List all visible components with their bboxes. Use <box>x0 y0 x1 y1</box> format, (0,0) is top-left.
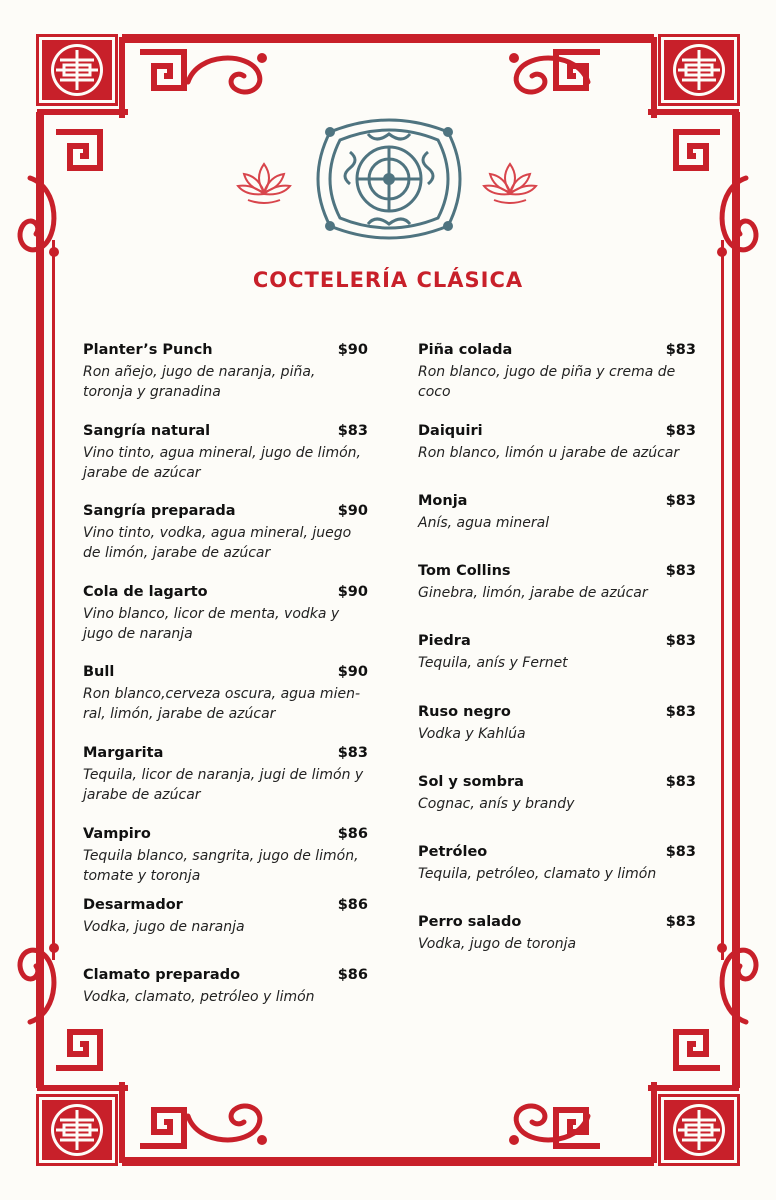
lotus-flower-icon <box>482 158 538 208</box>
menu-item <box>418 704 696 744</box>
item-name: Daiquiri <box>418 423 483 439</box>
corner-medallion-icon <box>36 34 118 106</box>
menu-item <box>83 897 368 937</box>
menu-item <box>83 503 368 563</box>
item-description: Cognac, anís y brandy <box>418 796 575 812</box>
lotus-flower-icon <box>236 158 292 208</box>
menu-item <box>418 493 696 533</box>
item-price: $83 <box>665 774 696 790</box>
menu-item <box>418 423 696 463</box>
menu-item <box>418 774 696 814</box>
item-price: $90 <box>337 503 368 519</box>
menu-item <box>418 342 696 402</box>
menu-item <box>83 826 368 886</box>
item-name: Monja <box>418 493 468 509</box>
item-price: $86 <box>337 967 368 983</box>
item-price: $90 <box>337 664 368 680</box>
item-name: Sol y sombra <box>418 774 524 790</box>
menu-item <box>418 844 696 884</box>
item-name: Piedra <box>418 633 471 649</box>
item-description: Ron blanco,cerveza oscura, agua mien-ral, limón, jarabe de azúcar <box>83 686 360 722</box>
item-name: Piña colada <box>418 342 513 358</box>
menu-item <box>418 914 696 954</box>
item-name: Sangría natural <box>83 423 211 439</box>
item-name: Tom Collins <box>418 563 511 579</box>
item-price: $86 <box>337 897 368 913</box>
item-description: Tequila, licor de naranja, jugi de limón y jarabe de azúcar <box>83 767 364 803</box>
item-name: Desarmador <box>83 897 183 913</box>
item-price: $83 <box>665 844 696 860</box>
item-price: $83 <box>665 423 696 439</box>
item-price: $90 <box>337 584 368 600</box>
item-price: $83 <box>337 423 368 439</box>
menu-item <box>83 342 368 402</box>
item-description: Ron blanco, limón u jarabe de azúcar <box>418 445 680 461</box>
item-name: Sangría preparada <box>83 503 236 519</box>
item-price: $86 <box>337 826 368 842</box>
item-description: Ron añejo, jugo de naranja, piña, toronja y granadina <box>83 364 316 400</box>
item-price: $83 <box>665 704 696 720</box>
menu-item <box>83 423 368 483</box>
item-description: Vino tinto, vodka, agua mineral, juego de limón, jarabe de azúcar <box>83 525 352 561</box>
item-description: Tequila blanco, sangrita, jugo de limón, tomate y toronja <box>83 848 359 884</box>
menu-item <box>83 584 368 644</box>
item-price: $83 <box>665 633 696 649</box>
menu-item <box>418 633 696 673</box>
item-name: Petróleo <box>418 844 488 860</box>
item-name: Bull <box>83 664 115 680</box>
menu-item <box>418 563 696 603</box>
item-price: $83 <box>337 745 368 761</box>
item-description: Vodka, clamato, petróleo y limón <box>83 989 315 1005</box>
item-price: $83 <box>665 563 696 579</box>
item-name: Clamato preparado <box>83 967 241 983</box>
item-description: Ron blanco, jugo de piña y crema de coco <box>418 364 676 400</box>
item-description: Vodka y Kahlúa <box>418 726 526 742</box>
item-price: $83 <box>665 342 696 358</box>
item-description: Tequila, petróleo, clamato y limón <box>418 866 657 882</box>
item-description: Tequila, anís y Fernet <box>418 655 568 671</box>
item-description: Vino blanco, licor de menta, vodka y jugo de naranja <box>83 606 340 642</box>
menu-item <box>83 967 368 1007</box>
item-name: Ruso negro <box>418 704 511 720</box>
item-description: Vino tinto, agua mineral, jugo de limón, jarabe de azúcar <box>83 445 361 481</box>
item-description: Ginebra, limón, jarabe de azúcar <box>418 585 648 601</box>
item-price: $83 <box>665 914 696 930</box>
ornamental-crest-icon <box>310 112 468 246</box>
item-price: $90 <box>337 342 368 358</box>
menu-item <box>83 664 368 724</box>
item-description: Vodka, jugo de toronja <box>418 936 577 952</box>
menu-item <box>83 745 368 805</box>
item-description: Vodka, jugo de naranja <box>83 919 245 935</box>
item-name: Margarita <box>83 745 164 761</box>
menu-title: COCTELERÍA CLÁSICA <box>252 268 524 292</box>
item-price: $83 <box>665 493 696 509</box>
item-description: Anís, agua mineral <box>418 515 550 531</box>
item-name: Cola de lagarto <box>83 584 208 600</box>
item-name: Perro salado <box>418 914 522 930</box>
item-name: Vampiro <box>83 826 151 842</box>
item-name: Planter’s Punch <box>83 342 213 358</box>
